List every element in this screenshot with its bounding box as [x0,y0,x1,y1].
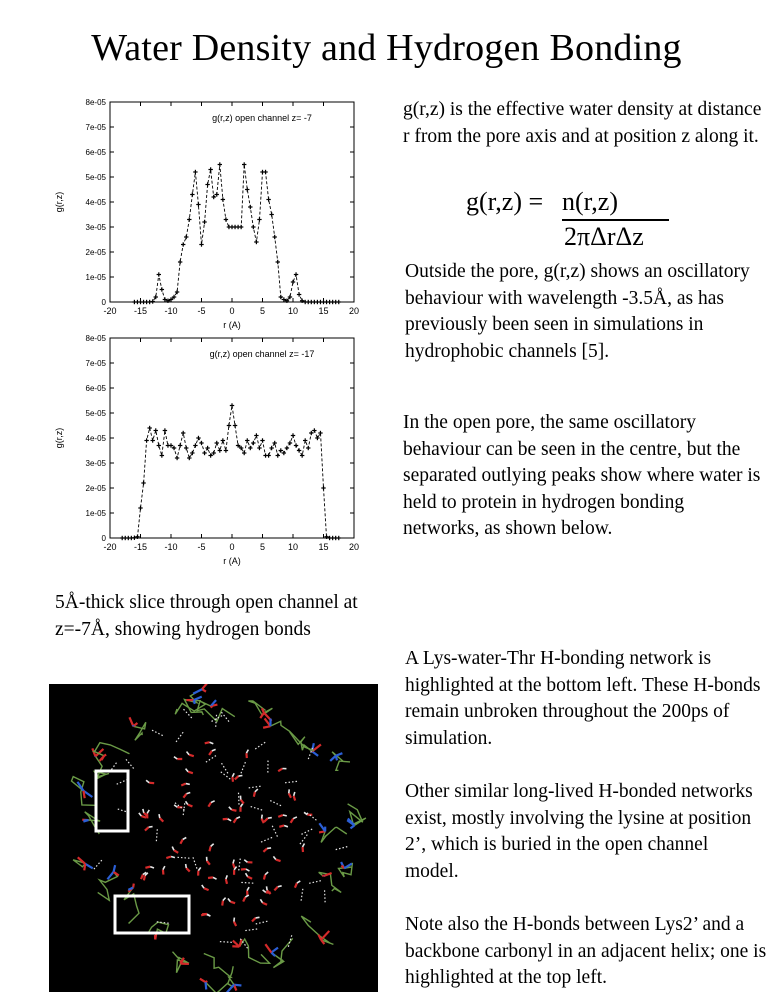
data-point [303,438,307,442]
data-point [273,441,277,445]
data-point [297,292,301,296]
x-tick-label: -20 [103,306,117,316]
data-point [233,423,237,427]
data-point [227,423,231,427]
series-line [134,165,338,303]
y-tick-label: 4e-05 [85,434,106,443]
y-axis-label: g(r,z) [54,191,64,213]
data-point [294,443,298,447]
data-point [282,451,286,455]
x-tick-label: 0 [229,306,235,316]
data-point [254,240,258,244]
y-tick-label: 8e-05 [85,334,106,343]
data-point [190,451,194,455]
x-tick-label: 20 [348,306,360,316]
x-tick-label: 5 [259,306,266,316]
data-point [178,443,182,447]
data-point [196,202,200,206]
y-tick-label: 1e-05 [85,509,106,518]
formula-lhs: g(r,z) = [466,187,544,216]
x-tick-label: -5 [197,306,206,316]
data-point [181,242,185,246]
fraction-bar [562,219,669,221]
data-point [157,272,161,276]
data-point [263,170,267,174]
data-point [190,192,194,196]
data-point [312,428,316,432]
data-point [157,443,161,447]
y-tick-label: 4e-05 [85,198,106,207]
data-point [208,453,212,457]
data-point [184,446,188,450]
x-tick-label: -5 [197,542,206,552]
data-point [306,446,310,450]
data-point [199,242,203,246]
data-point [321,486,325,490]
x-axis [103,102,359,316]
y-tick-label: 6e-05 [85,384,106,393]
data-point [151,438,155,442]
y-tick-label: 7e-05 [85,123,106,132]
y-tick-label: 0 [101,534,106,543]
data-point [144,438,148,442]
data-point [187,217,191,221]
data-point [147,426,151,430]
data-point [154,428,158,432]
data-point [266,453,270,457]
page-title: Water Density and Hydrogen Bonding [91,27,682,69]
data-point [245,438,249,442]
y-tick-label: 2e-05 [85,248,106,257]
data-point [288,441,292,445]
data-point [248,446,252,450]
chart-title: g(r,z) open channel z= -17 [209,349,315,359]
data-point [208,167,212,171]
data-point [297,448,301,452]
x-tick-label: -15 [133,542,148,552]
paragraph-lys-water-thr: A Lys-water-Thr H-bonding network is highlighted at the bottom left. These H-bonds remain unbroken throughout the 200ps of simulation. [405,648,761,749]
data-point [260,438,264,442]
paragraph-density-definition: g(r,z) is the effective water density at distance r from the pore axis and at position z along it. [403,99,762,147]
x-tick-label: 10 [287,306,299,316]
density-chart-z-minus-17 [52,330,364,568]
data-point [181,431,185,435]
data-point [218,448,222,452]
data-point [215,192,219,196]
data-point [257,217,261,221]
series [120,403,341,540]
data-point [199,441,203,445]
data-point [138,506,142,510]
data-point [242,451,246,455]
y-tick-label: 5e-05 [85,409,106,418]
chart-title: g(r,z) open channel z= -7 [212,113,312,123]
x-axis-label: r (A) [223,556,241,566]
y-tick-label: 7e-05 [85,359,106,368]
x-tick-label: 5 [259,542,266,552]
data-point [141,481,145,485]
data-point [212,195,216,199]
data-point [337,536,341,540]
data-point [291,280,295,284]
data-point [221,197,225,201]
data-point [196,436,200,440]
data-point [215,441,219,445]
data-point [273,235,277,239]
x-tick-label: 10 [287,542,299,552]
figure-caption: 5Å-thick slice through open channel at z=-7Å, showing hydrogen bonds [55,592,358,640]
data-point [251,225,255,229]
data-point [202,220,206,224]
data-point [163,428,167,432]
density-formula [462,185,762,255]
y-tick-label: 6e-05 [85,148,106,157]
data-point [184,235,188,239]
data-point [224,448,228,452]
molecular-snapshot-image [49,684,378,992]
x-tick-label: 15 [318,306,329,316]
data-point [285,446,289,450]
data-point [294,272,298,276]
y-tick-label: 2e-05 [85,484,106,493]
paragraph-open-pore: In the open pore, the same oscillatory behaviour can be seen in the centre, but the separated outlying peaks show where water is held to protein in hydrogen bonding networks, as shown below. [403,412,761,539]
y-axis [86,334,354,543]
data-point [269,212,273,216]
data-point [254,433,258,437]
data-point [224,217,228,221]
data-point [160,287,164,291]
data-point [315,436,319,440]
data-point [248,205,252,209]
data-point [230,403,234,407]
data-point [269,446,273,450]
x-tick-label: -20 [103,542,117,552]
data-point [218,162,222,166]
x-axis-label: r (A) [223,320,241,330]
x-tick-label: 15 [318,542,329,552]
data-point [309,431,313,435]
data-point [245,187,249,191]
data-point [175,456,179,460]
data-point [202,451,206,455]
data-point [242,162,246,166]
data-point [175,290,179,294]
data-point [279,295,283,299]
paragraph-other-networks: Other similar long-lived H-bonded networks exist, mostly involving the lysine at position 2’, which is buried in the open channel model. [405,781,753,882]
density-chart-z-minus-7 [52,94,364,332]
data-point [193,170,197,174]
data-point [300,453,304,457]
data-point [257,446,261,450]
data-point [318,431,322,435]
data-point [221,438,225,442]
data-point [205,446,209,450]
data-point [160,453,164,457]
data-point [276,260,280,264]
x-tick-label: -15 [133,306,148,316]
y-axis [86,98,354,307]
data-point [279,448,283,452]
data-point [193,443,197,447]
y-tick-label: 1e-05 [85,273,106,282]
data-point [169,443,173,447]
formula-numerator: n(r,z) [562,187,618,216]
x-tick-label: 20 [348,542,360,552]
data-point [187,456,191,460]
series [132,162,341,304]
x-tick-label: 0 [229,542,235,552]
y-axis-label: g(r,z) [54,427,64,449]
y-tick-label: 8e-05 [85,98,106,107]
data-point [266,197,270,201]
y-tick-label: 3e-05 [85,459,106,468]
data-point [178,260,182,264]
data-point [251,441,255,445]
data-point [291,433,295,437]
y-tick-label: 3e-05 [85,223,106,232]
x-tick-label: -10 [164,306,178,316]
data-point [337,300,341,304]
formula-denominator: 2πΔrΔz [564,222,644,251]
paragraph-lys2-carbonyl: Note also the H-bonds between Lys2’ and a backbone carbonyl in an adjacent helix; one is highlighted at the top left. [405,914,767,988]
data-point [239,225,243,229]
data-point [276,453,280,457]
data-point [205,182,209,186]
x-tick-label: -10 [164,542,178,552]
data-point [172,446,176,450]
paragraph-outside-pore: Outside the pore, g(r,z) shows an oscillatory behaviour with wavelength -3.5Å, as has previously been seen in simulations in hydrophobic channels [5]. [405,261,750,362]
plot-frame [110,102,354,302]
y-tick-label: 5e-05 [85,173,106,182]
y-tick-label: 0 [101,298,106,307]
x-axis [103,338,359,552]
